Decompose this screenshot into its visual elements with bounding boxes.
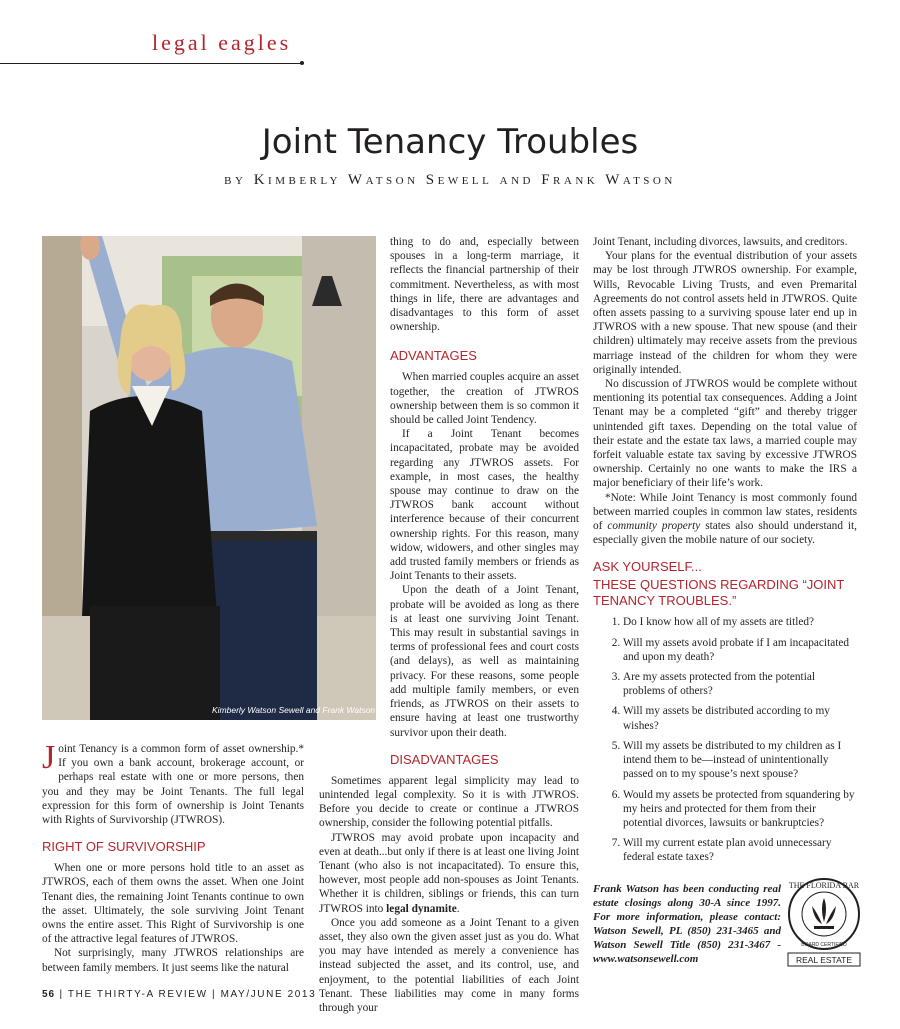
paragraph: Not surprisingly, many JTWROS relationships are between family members. It just seems like the natural — [42, 947, 304, 974]
footer-separator: | — [212, 989, 217, 1000]
drop-cap: J — [42, 739, 56, 776]
article-byline: by Kimberly Watson Sewell and Frank Watson — [224, 172, 676, 188]
article-title: Joint Tenancy Troubles — [261, 122, 639, 162]
list-item: 2. Will my assets avoid probate if I am incapacitated and upon my death? — [623, 636, 857, 664]
emphasis-text: community property — [607, 520, 701, 533]
paragraph: Your plans for the eventual distribution of your assets may be lost through JTWROS ownership. For example, Wills, Revocable Living Trusts, and even Premarital Agreements do not control assets held in JTWROS. Quite often assets passing to a surviving spouse later end up in JTWROS with a new spouse. That new spouse (and their children) ultimately may receive assets from the previous marriage instead of the children for whom they were originally intended. — [593, 250, 857, 376]
paragraph: Joint Tenant, including divorces, lawsuits, and creditors. — [593, 236, 848, 248]
section-label: legal eagles — [152, 30, 292, 55]
list-item: 5. Will my assets be distributed to my children as I intend them to be—instead of unintentionally passed on to my spouse’s next spouse? — [623, 739, 857, 782]
column-3 — [593, 235, 857, 871]
footer-separator: | — [59, 989, 64, 1000]
heading-questions: THESE QUESTIONS REGARDING “JOINT TENANCY TROUBLES.” — [593, 577, 845, 609]
paragraph-text: . — [456, 902, 460, 915]
list-item: 3. Are my assets protected from the potential problems of others? — [623, 670, 857, 698]
paragraph — [593, 491, 857, 548]
page-footer — [42, 989, 316, 1000]
seal-top-text: THE FLORIDA BAR — [788, 881, 860, 890]
florida-bar-seal — [784, 876, 864, 968]
intro-text: oint Tenancy is a common form of asset ownership.* If you own a bank account, brokerage account, or perhaps real estate with one or more persons, then you and they may be Joint Tenants. The full legal expression for this form of ownership is Joint Tenants with Rights of Survivorship (JTWROS). — [42, 743, 304, 827]
paragraph: thing to do and, especially between spouses in a long-term marriage, it reflects the financial partnership of their commitment. Nevertheless, as with most things in life, there are advantages and disadvantages to this form of asset ownership. — [390, 236, 579, 334]
list-item: 6. Would my assets be protected from squandering by my heirs and protected for them from their potential divorces, lawsuits or bankruptcies? — [623, 788, 857, 831]
seal-label: REAL ESTATE — [795, 955, 853, 965]
paragraph: No discussion of JTWROS would be complete without mentioning its potential tax consequences. Adding a Joint Tenant may be a completed “gift” and thereby trigger unintended gift taxes. Depending on the total value of their estate and the estate tax laws, a married couple may forfeit valuable estate tax saving by excessive JTWROS ownership. Certainly no one wants to make the IRS a major beneficiary of their life’s work. — [593, 378, 857, 490]
page-number: 56 — [42, 989, 56, 1000]
heading-ask-yourself: ASK YOURSELF... — [593, 559, 702, 575]
column-1 — [42, 739, 304, 975]
author-bio: Frank Watson has been conducting real estate closings along 30-A since 1997. For more information, please contact: Watson Sewell, PL (850) 231-3465 and Watson Sewell Title (850) 231-3467 - www.watsonsewell.com — [593, 883, 781, 965]
seal-ring-text: BOARD CERTIFIED — [801, 942, 847, 948]
header-rule-dot — [300, 61, 304, 65]
paragraph: When one or more persons hold title to an asset as JTWROS, each of them owns the asset. When one Joint Tenant dies, the remaining Joint Tenants continue to own the asset. Ultimately, the sole surviving Joint Tenant owns the entire asset. This Right of Survivorship is one of the attractive legal features of JTWROS. — [42, 862, 304, 946]
heading-right-of-survivorship: RIGHT OF SURVIVORSHIP — [42, 839, 206, 855]
paragraph: Upon the death of a Joint Tenant, probate will be avoided as long as there is at least one surviving Joint Tenant. This may result in substantial savings in terms of professional fees and court costs (and delays), as well as maintaining privacy. For these reasons, some people add multiple family members, or even friends, as JTWROS on their assets to ensure having at least one trustworthy survivor upon their death. — [390, 584, 579, 739]
list-item: 7. Will my current estate plan avoid unnecessary federal estate taxes? — [623, 836, 857, 864]
column-2 — [319, 235, 579, 1015]
emphasis-text: legal dynamite — [386, 902, 457, 915]
paragraph: If a Joint Tenant becomes incapacitated, probate may be avoided regarding any JTWROS assets. For example, in most cases, the healthy spouse may continue to draw on the JTWROS bank account without interference because of their concurrent ownership rights. For this reason, many widow, widowers, and other singles may add trusted family members or friends as Joint Tenants to their assets. — [390, 428, 579, 583]
question-list — [593, 615, 857, 864]
paragraph — [319, 831, 579, 916]
header-rule — [0, 63, 302, 64]
heading-advantages: ADVANTAGES — [390, 348, 477, 364]
publication-name: THE THIRTY-A REVIEW — [67, 989, 208, 1000]
paragraph: Sometimes apparent legal simplicity may lead to unintended legal complexity. So it is with JTWROS. Before you decide to create or continue a JTWROS ownership, consider the following potential pitfalls. — [319, 774, 579, 830]
issue-date: MAY/JUNE 2013 — [220, 989, 317, 1000]
list-item: 1. Do I know how all of my assets are titled? — [623, 615, 857, 629]
column-2-top — [319, 235, 579, 740]
paragraph-text: JTWROS may avoid probate upon incapacity and even at death...but only if there is at least one living Joint Tenant (who also is not incapacitated). To ensure this, however, most people add non-spouses as Joint Tenants. Whether it is children, siblings or friends, this can turn JTWROS into — [319, 831, 579, 915]
intro-paragraph — [42, 739, 304, 827]
list-item: 4. Will my assets be distributed according to my wishes? — [623, 704, 857, 732]
photo-caption: Kimberly Watson Sewell and Frank Watson — [212, 705, 376, 715]
paragraph-text: *Note: While Joint Tenancy is most commonly found between married couples in common law states, residents of — [593, 491, 857, 533]
paragraph: Once you add someone as a Joint Tenant to a given asset, they also own the given asset just as you do. What you may have intended as merely a convenience has instead subjected the asset, and its control, use, and enjoyment, to the potential liabilities of each Joint Tenant. These liabilities may come in many forms through your — [319, 916, 579, 1014]
paragraph: When married couples acquire an asset together, the creation of JTWROS ownership between them is so common it should be called Joint Tendency. — [390, 371, 579, 427]
paragraph-text: states also should understand it, especially given the mobile nature of our society. — [593, 520, 857, 547]
heading-disadvantages: DISADVANTAGES — [390, 751, 499, 767]
